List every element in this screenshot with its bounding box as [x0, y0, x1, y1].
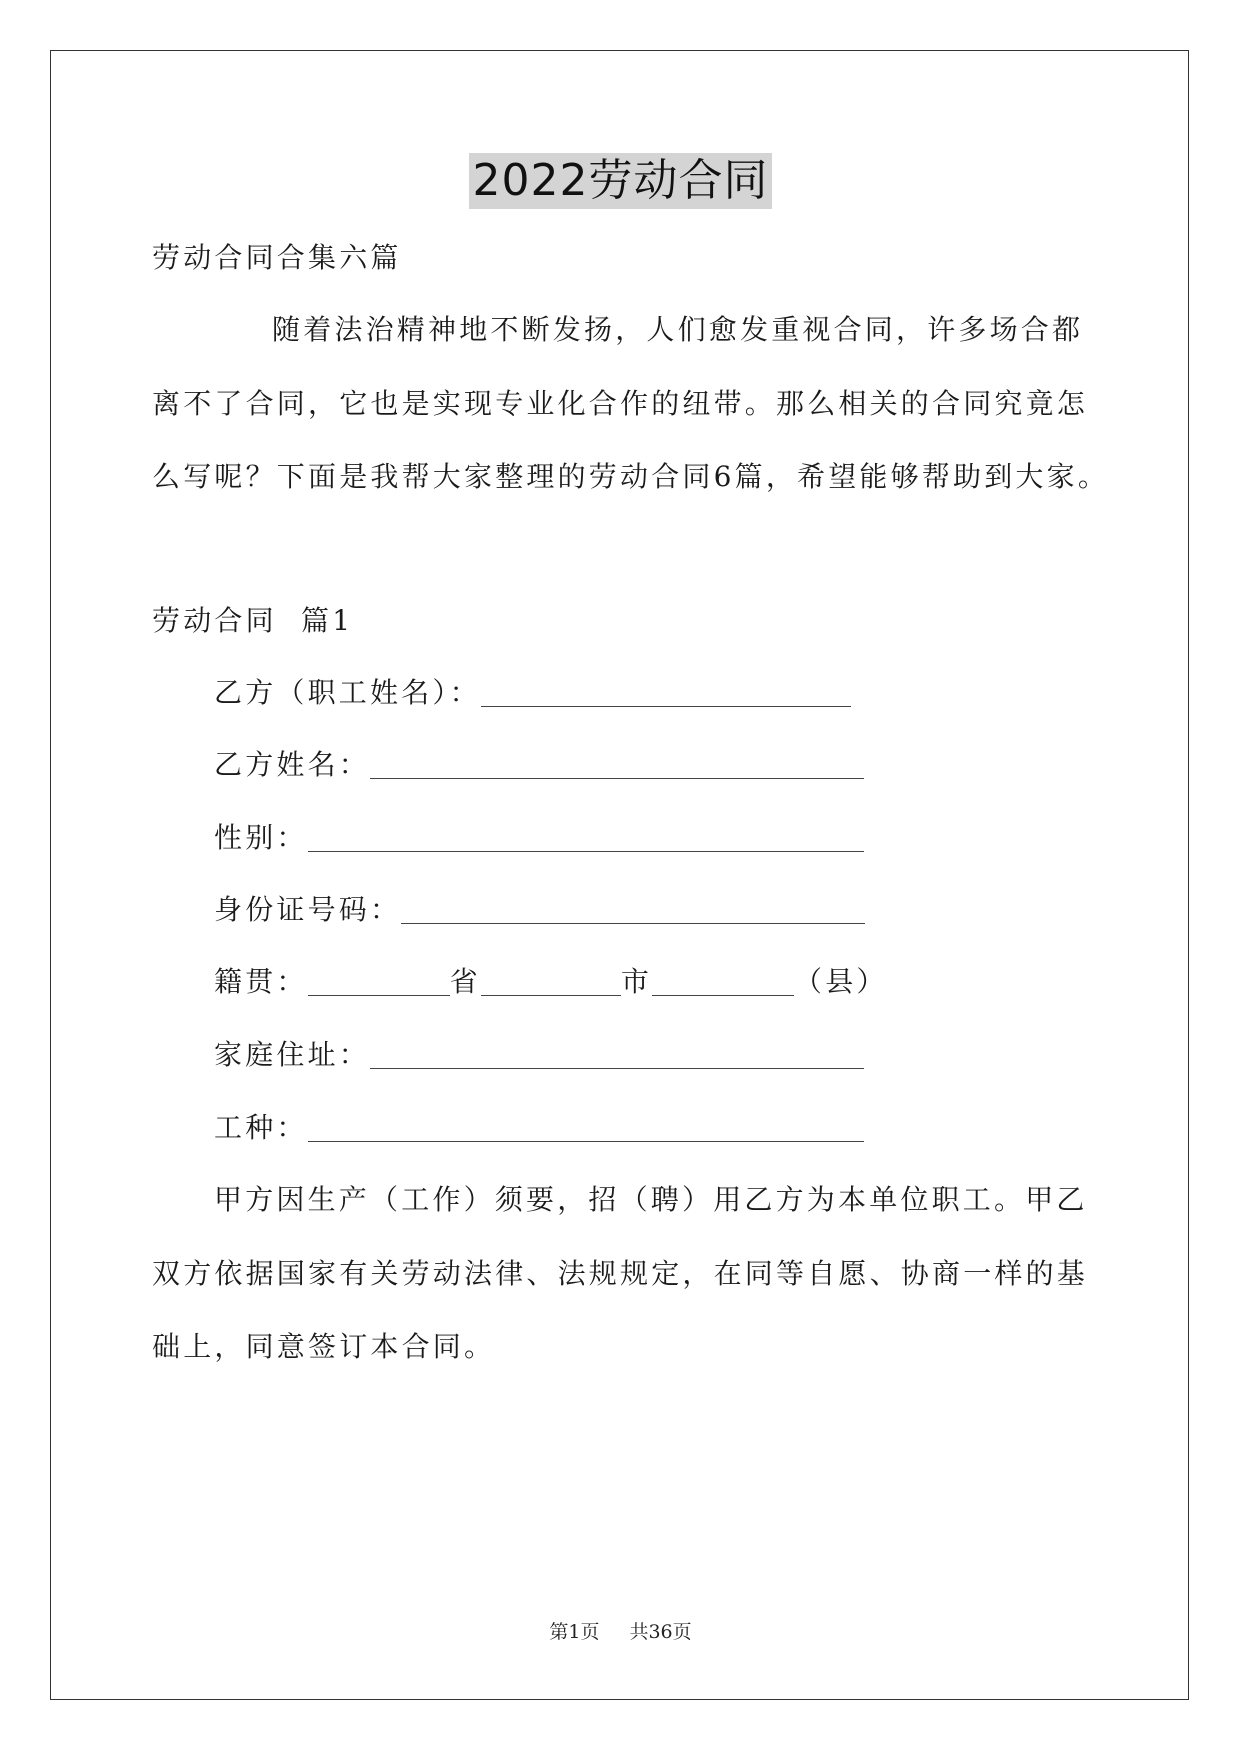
body-line-1: 甲方因生产（工作）须要，招（聘）用乙方为本单位职工。甲乙 — [214, 1183, 1088, 1216]
body-line-2: 双方依据国家有关劳动法律、法规规定，在同等自愿、协商一样的基 — [152, 1257, 1089, 1290]
job-type-field — [214, 1108, 864, 1148]
party-b-name-blank[interactable] — [370, 750, 864, 779]
intro-line-2: 离不了合同，它也是实现专业化合作的纽带。那么相关的合同究竟怎 — [152, 387, 1089, 420]
gender-label: 性别： — [214, 821, 308, 854]
worker-name-blank[interactable] — [481, 678, 851, 707]
job-type-blank[interactable] — [308, 1113, 864, 1142]
intro-line-3: 么写呢？下面是我帮大家整理的劳动合同6篇，希望能够帮助到大家。 — [152, 460, 1110, 493]
job-type-label: 工种： — [214, 1111, 308, 1144]
id-number-field — [214, 890, 865, 930]
city-suffix: 市 — [620, 965, 653, 998]
worker-name-field — [214, 673, 851, 713]
total-pages: 共36页 — [629, 1621, 692, 1643]
page-number: 第1页 — [549, 1621, 600, 1643]
province-blank[interactable] — [308, 967, 450, 996]
home-address-blank[interactable] — [370, 1040, 864, 1069]
home-address-field — [214, 1035, 864, 1075]
id-number-blank[interactable] — [401, 895, 865, 924]
body-line-3: 础上，同意签订本合同。 — [152, 1330, 496, 1363]
page-border — [50, 50, 1189, 1700]
document-subtitle: 劳动合同合集六篇 — [152, 241, 402, 274]
document-title: 2022劳动合同 — [469, 153, 773, 209]
id-number-label: 身份证号码： — [214, 893, 402, 926]
county-blank[interactable] — [652, 967, 794, 996]
title-container — [0, 153, 1241, 209]
party-b-name-label: 乙方姓名： — [214, 748, 371, 781]
intro-line-1: 随着法治精神地不断发扬，人们愈发重视合同，许多场合都 — [272, 313, 1084, 346]
party-b-name-field — [214, 745, 864, 785]
page-footer — [0, 1620, 1241, 1644]
gender-blank[interactable] — [308, 823, 864, 852]
native-place-label: 籍贯： — [214, 965, 308, 998]
county-suffix: （县） — [794, 965, 888, 998]
worker-name-label: 乙方（职工姓名）： — [214, 676, 481, 709]
section-heading: 劳动合同 篇1 — [152, 604, 354, 637]
home-address-label: 家庭住址： — [214, 1038, 371, 1071]
province-suffix: 省 — [449, 965, 481, 998]
city-blank[interactable] — [481, 967, 621, 996]
gender-field — [214, 818, 864, 858]
native-place-field — [214, 962, 888, 1002]
